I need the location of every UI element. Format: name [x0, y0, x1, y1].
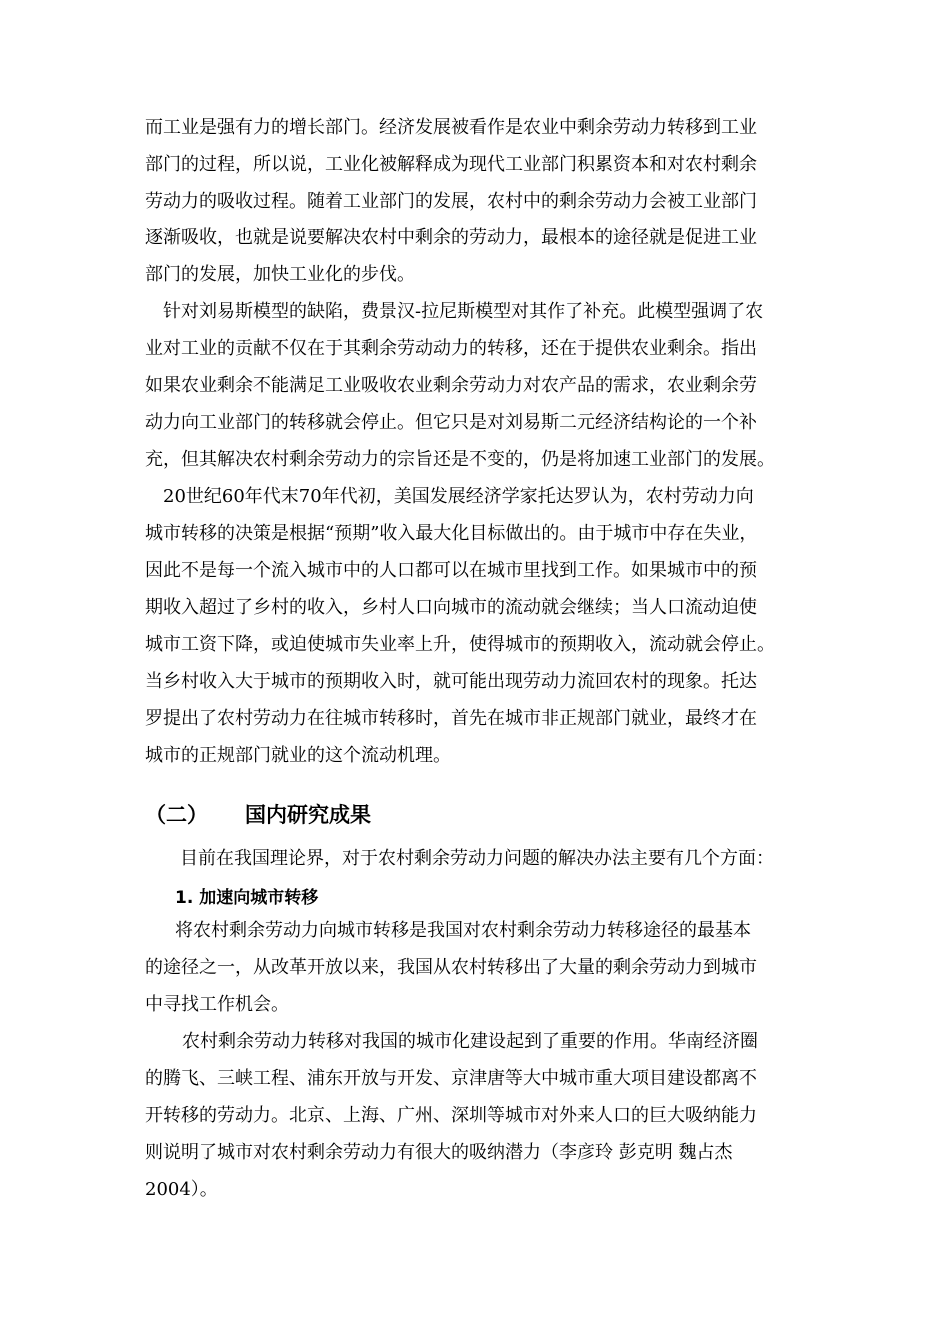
paragraph-line: 部门的过程，所以说，工业化被解释成为现代工业部门积累资本和对农村剩余: [145, 154, 757, 175]
paragraph-line: 如果农业剩余不能满足工业吸收农业剩余劳动力对农产品的需求，农业剩余劳: [145, 375, 757, 396]
paragraph-line: 则说明了城市对农村剩余劳动力有很大的吸纳潜力（李彦玲 彭克明 魏占杰: [145, 1142, 733, 1163]
paragraph-line: 中寻找工作机会。: [145, 994, 289, 1015]
paragraph-line: 针对刘易斯模型的缺陷，费景汉-拉尼斯模型对其作了补充。此模型强调了农: [163, 301, 764, 322]
paragraph-line: 农村剩余劳动力转移对我国的城市化建设起到了重要的作用。华南经济圈: [182, 1031, 758, 1052]
paragraph-line: 期收入超过了乡村的收入，乡村人口向城市的流动就会继续；当人口流动迫使: [145, 597, 757, 618]
paragraph-line: 而工业是强有力的增长部门。经济发展被看作是农业中剩余劳动力转移到工业: [145, 117, 757, 138]
paragraph-line: 因此不是每一个流入城市中的人口都可以在城市里找到工作。如果城市中的预: [145, 560, 757, 581]
paragraph-line: 20世纪60年代末70年代初，美国发展经济学家托达罗认为，农村劳动力向: [163, 486, 754, 507]
paragraph-line: 逐渐吸收，也就是说要解决农村中剩余的劳动力，最根本的途径就是促进工业: [145, 227, 757, 248]
paragraph-line: 城市转移的决策是根据“预期”收入最大化目标做出的。由于城市中存在失业，: [145, 523, 758, 544]
subheading: 1. 加速向城市转移: [175, 888, 319, 908]
paragraph-line: 罗提出了农村劳动力在往城市转移时，首先在城市非正规部门就业，最终才在: [145, 708, 757, 729]
paragraph-line: 2004）。: [145, 1179, 218, 1200]
paragraph-line: 当乡村收入大于城市的预期收入时，就可能出现劳动力流回农村的现象。托达: [145, 671, 757, 692]
paragraph-line: 城市的正规部门就业的这个流动机理。: [145, 745, 451, 766]
paragraph-line: 城市工资下降，或迫使城市失业率上升，使得城市的预期收入，流动就会停止。: [145, 634, 775, 655]
paragraph-line: 开转移的劳动力。北京、上海、广州、深圳等城市对外来人口的巨大吸纳能力: [145, 1105, 757, 1126]
paragraph-line: 动力向工业部门的转移就会停止。但它只是对刘易斯二元经济结构论的一个补: [145, 412, 757, 433]
paragraph-line: 的途径之一，从改革开放以来，我国从农村转移出了大量的剩余劳动力到城市: [145, 957, 757, 978]
paragraph-line: 充，但其解决农村剩余劳动力的宗旨还是不变的，仍是将加速工业部门的发展。: [145, 449, 775, 470]
intro-line: 目前在我国理论界，对于农村剩余劳动力问题的解决办法主要有几个方面：: [180, 848, 774, 869]
paragraph-line: 业对工业的贡献不仅在于其剩余劳动动力的转移，还在于提供农业剩余。指出: [145, 338, 757, 359]
paragraph-line: 的腾飞、三峡工程、浦东开放与开发、京津唐等大中城市重大项目建设都离不: [145, 1068, 757, 1089]
section-title: 国内研究成果: [245, 803, 371, 827]
paragraph-line: 将农村剩余劳动力向城市转移是我国对农村剩余劳动力转移途径的最基本: [175, 920, 751, 941]
paragraph-line: 部门的发展，加快工业化的步伐。: [145, 264, 415, 285]
section-number: （二）: [145, 803, 208, 827]
paragraph-line: 劳动力的吸收过程。随着工业部门的发展，农村中的剩余劳动力会被工业部门: [145, 191, 757, 212]
section-heading: [145, 799, 371, 829]
